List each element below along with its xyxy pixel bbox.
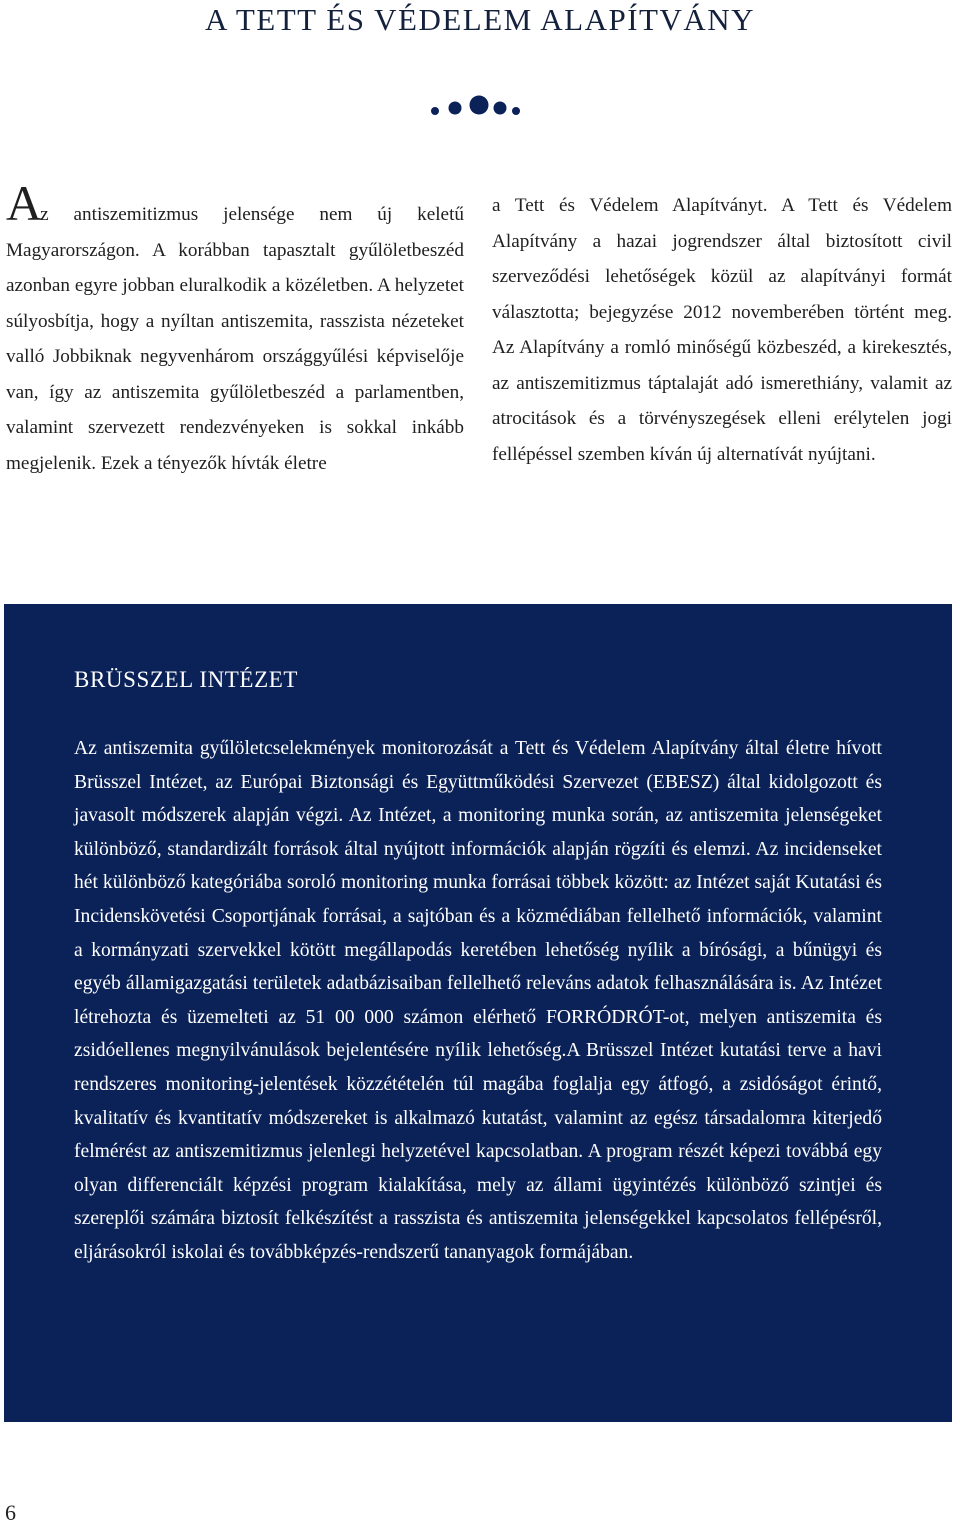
panel-heading: BRÜSSZEL INTÉZET [74,667,299,692]
intro-paragraph-right: a Tett és Védelem Alapítványt. A Tett és Védelem Alapítvány a hazai jogrendszer által biztosított civil szerveződési lehetőségek közül az alapítványi formát választotta; bejegyzése 2012 novemberében történt meg. Az Alapítvány a romló minőségű közbeszéd, a kirekesztés, az antiszemitizmus táptalaját adó ismerethiány, valamit az atrocitások és a törvényszegések elleni erélytelen jogi fellépéssel szemben kíván új alternatívát nyújtani. [492,195,952,465]
page-title: A TETT ÉS VÉDELEM ALAPÍTVÁNY [204,2,756,37]
page-number: 6 [5,1500,16,1525]
drop-cap-rest: z [40,204,49,225]
intro-text-left: antiszemitizmus jelensége nem új keletű Magyarországon. A korábban tapasztalt gyűlöletbeszéd azonban egyre jobban eluralkodik a közéletben. A helyzetet súlyosbítja, hogy a nyíltan antiszemita, rasszista nézeteket valló Jobbiknak negyvenhárom országgyűlési képviselője van, így az antiszemita gyűlöletbeszéd a parlamentben, valamint szervezett rendezvényeken is sokkal inkább megjelenik. Ezek a tényezők hívták életre [6,204,464,474]
intro-right-column [492,188,952,472]
dots-ornament-icon [425,93,525,123]
panel-body: Az antiszemita gyűlöletcselekmények monitorozását a Tett és Védelem Alapítvány által életre hívott Brüsszel Intézet, az Európai Biztonsági és Együttműködési Szervezet (EBESZ) által kidolgozott és javasolt módszerek alapján végzi. Az Intézet, a monitoring munka során, az antiszemita jelenségeket különböző, standardizált források által nyújtott információk alapján rögzíti és elemzi. Az incidenseket hét különböző kategóriába soroló monitoring munka forrásai többek között: az Intézet saját Kutatási és Incidenskövetési Csoportjának forrásai, a sajtóban és a közmédiában fellelhető információk, valamint a kormányzati szervekkel kötött megállapodás keretében lehetőség nyílik a bírósági, a bűnügyi és egyéb államigazgatási területek adatbázisaiban fellelhető releváns adatok felhasználására is. Az Intézet létrehozta és üzemelteti az 51 00 000 számon elérhető FORRÓDRÓT-ot, melyen antiszemita és zsidóellenes megnyilvánulások bejelentésére nyílik lehetőség.A Brüsszel Intézet kutatási terve a havi rendszeres monitoring-jelentések közzétételén túl magába foglalja egy átfogó, a zsidóságot érintő, kvalitatív és kvantitatív módszereket is alkalmazó kutatást, valamint az egész társadalomra kiterjedő felmérést az antiszemitizmus jelenlegi helyzetével kapcsolatban. A program részét képezi továbbá egy olyan differenciált képzési program kialakítása, mely az állami ügyintézés különböző szintjei és szereplői számára biztosít felkészítést a rasszista és antiszemita jelenségekkel kapcsolatos fellépésről, eljárásokról iskolai és továbbképzés-rendszerű tananyagok formájában. [74,738,882,1263]
intro-left-column [6,175,464,481]
drop-cap: A [6,175,41,231]
intro-paragraph-left [6,175,464,481]
